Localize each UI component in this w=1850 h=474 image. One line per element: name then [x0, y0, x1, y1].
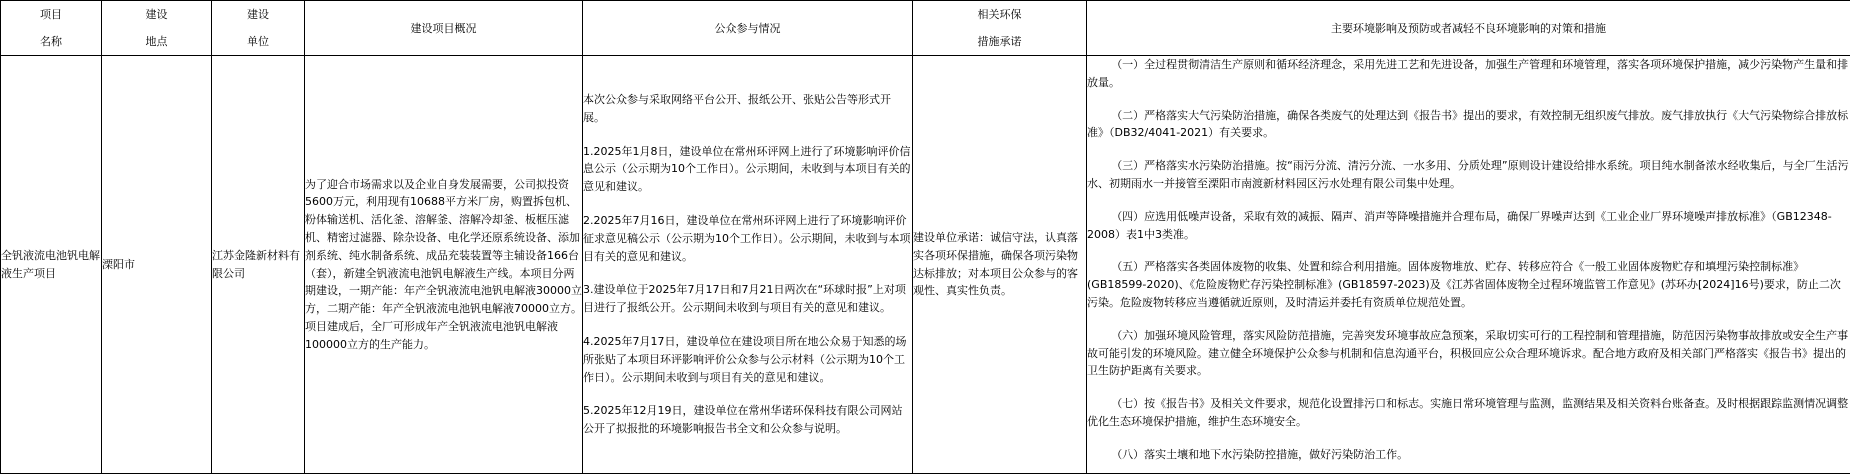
- unit-cell: 江苏金隆新材料有限公司: [212, 56, 305, 474]
- commitment-cell: 建设单位承诺：诚信守法，认真落实各项环保措施，确保各项污染物达标排放；对本项目公众参与的客观性、真实性负责。: [913, 56, 1087, 474]
- public-item: 本次公众参与采取网络平台公开、报纸公开、张贴公告等形式开展。: [583, 91, 912, 127]
- header-overview: 建设项目概况: [305, 1, 583, 56]
- measure-item: （三）严格落实水污染防治措施。按“雨污分流、清污分流、一水多用、分质处理”原则设计建设给排水系统。项目纯水制备浓水经收集后，与全厂生活污水、初期雨水一并接管至溧阳市南渡新材料园区污水处理有限公司集中处理。: [1087, 157, 1850, 193]
- overview-cell: 为了迎合市场需求以及企业自身发展需要，公司拟投资5600万元，利用现有10688平方米厂房，购置拆包机、粉体输送机、活化釜、溶解釜、溶解冷却釜、板框压滤机、精密过滤器、除杂设备、电化学还原系统设备、添加剂系统、纯水制备系统、成品充装装置等主辅设备166台（套），新建全钒液流电池钒电解液生产线。本项目分两期建设，一期产能：年产全钒液流电池钒电解液30000立方，二期产能：年产全钒液流电池钒电解液70000立方。项目建成后，全厂可形成年产全钒液流电池钒电解液100000立方的生产能力。: [305, 56, 583, 474]
- table-row: [1, 56, 1850, 474]
- measure-item: （二）严格落实大气污染防治措施，确保各类废气的处理达到《报告书》提出的要求，有效控制无组织废气排放。废气排放执行《大气污染物综合排放标准》（DB32/4041-2021）有关要求。: [1087, 107, 1850, 143]
- measure-item: （五）严格落实各类固体废物的收集、处置和综合利用措施。固体废物堆放、贮存、转移应符合《一般工业固体废物贮存和填埋污染控制标准》(GB18599-2020)、《危险废物贮存污染控制标准》(GB18597-2023)及《江苏省固体废物全过程环境监管工作意见》(苏环办[2024]16号)要求，防止二次污染。危险废物转移应当遵循就近原则，及时清运并委托有资质单位规范处置。: [1087, 258, 1850, 311]
- measures-cell: [1087, 56, 1850, 474]
- public-item: 4.2025年7月17日，建设单位在建设项目所在地公众易于知悉的场所张贴了本项目环评影响评价公众参与公示材料（公示期为10个工作日）。公示期间未收到与项目有关的意见和建议。: [583, 333, 912, 386]
- public-item: 2.2025年7月16日，建设单位在常州环评网上进行了环境影响评价征求意见稿公示（公示期为10个工作日）。公示期间，未收到与本项目有关的意见和建议。: [583, 212, 912, 265]
- header-unit: 建设 单位: [212, 1, 305, 56]
- header-location: 建设 地点: [102, 1, 212, 56]
- project-name-cell: 全钒液流电池钒电解液生产项目: [1, 56, 102, 474]
- public-participation-cell: [583, 56, 913, 474]
- header-project-name: 项目 名称: [1, 1, 102, 56]
- public-item: 1.2025年1月8日，建设单位在常州环评网上进行了环境影响评价信息公示（公示期为10个工作日）。公示期间，未收到与本项目有关的意见和建议。: [583, 143, 912, 196]
- public-item: 3.建设单位于2025年7月17日和7月21日两次在“环球时报”上对项目进行了报纸公开。公示期间未收到与项目有关的意见和建议。: [583, 281, 912, 317]
- header-row: [1, 1, 1850, 56]
- header-public-participation: 公众参与情况: [583, 1, 913, 56]
- measure-item: （四）应选用低噪声设备，采取有效的减振、隔声、消声等降噪措施并合理布局，确保厂界噪声达到《工业企业厂界环境噪声排放标准》（GB12348-2008）表1中3类准。: [1087, 208, 1850, 244]
- public-item: 5.2025年12月19日，建设单位在常州华诺环保科技有限公司网站公开了拟报批的环境影响报告书全文和公众参与说明。: [583, 402, 912, 438]
- measure-item: （八）落实土壤和地下水污染防控措施，做好污染防治工作。: [1087, 446, 1850, 464]
- measure-item: （六）加强环境风险管理，落实风险防范措施，完善突发环境事故应急预案，采取切实可行的工程控制和管理措施，防范因污染物事故排放或安全生产事故可能引发的环境风险。建立健全环境保护公众参与机制和信息沟通平台，积极回应公众合理环境诉求。配合地方政府及相关部门严格落实《报告书》提出的卫生防护距离有关要求。: [1087, 327, 1850, 380]
- measure-item: （七）按《报告书》及相关文件要求，规范化设置排污口和标志。实施日常环境管理与监测，监测结果及相关资料台账备查。及时根据跟踪监测情况调整优化生态环境保护措施，维护生态环境安全。: [1087, 395, 1850, 431]
- header-commitment: 相关环保 措施承诺: [913, 1, 1087, 56]
- measure-item: （一）全过程贯彻清洁生产原则和循环经济理念，采用先进工艺和先进设备，加强生产管理和环境管理，落实各项环境保护措施，减少污染物产生量和排放量。: [1087, 56, 1850, 92]
- location-cell: 溧阳市: [102, 56, 212, 474]
- header-measures: 主要环境影响及预防或者减轻不良环境影响的对策和措施: [1087, 1, 1850, 56]
